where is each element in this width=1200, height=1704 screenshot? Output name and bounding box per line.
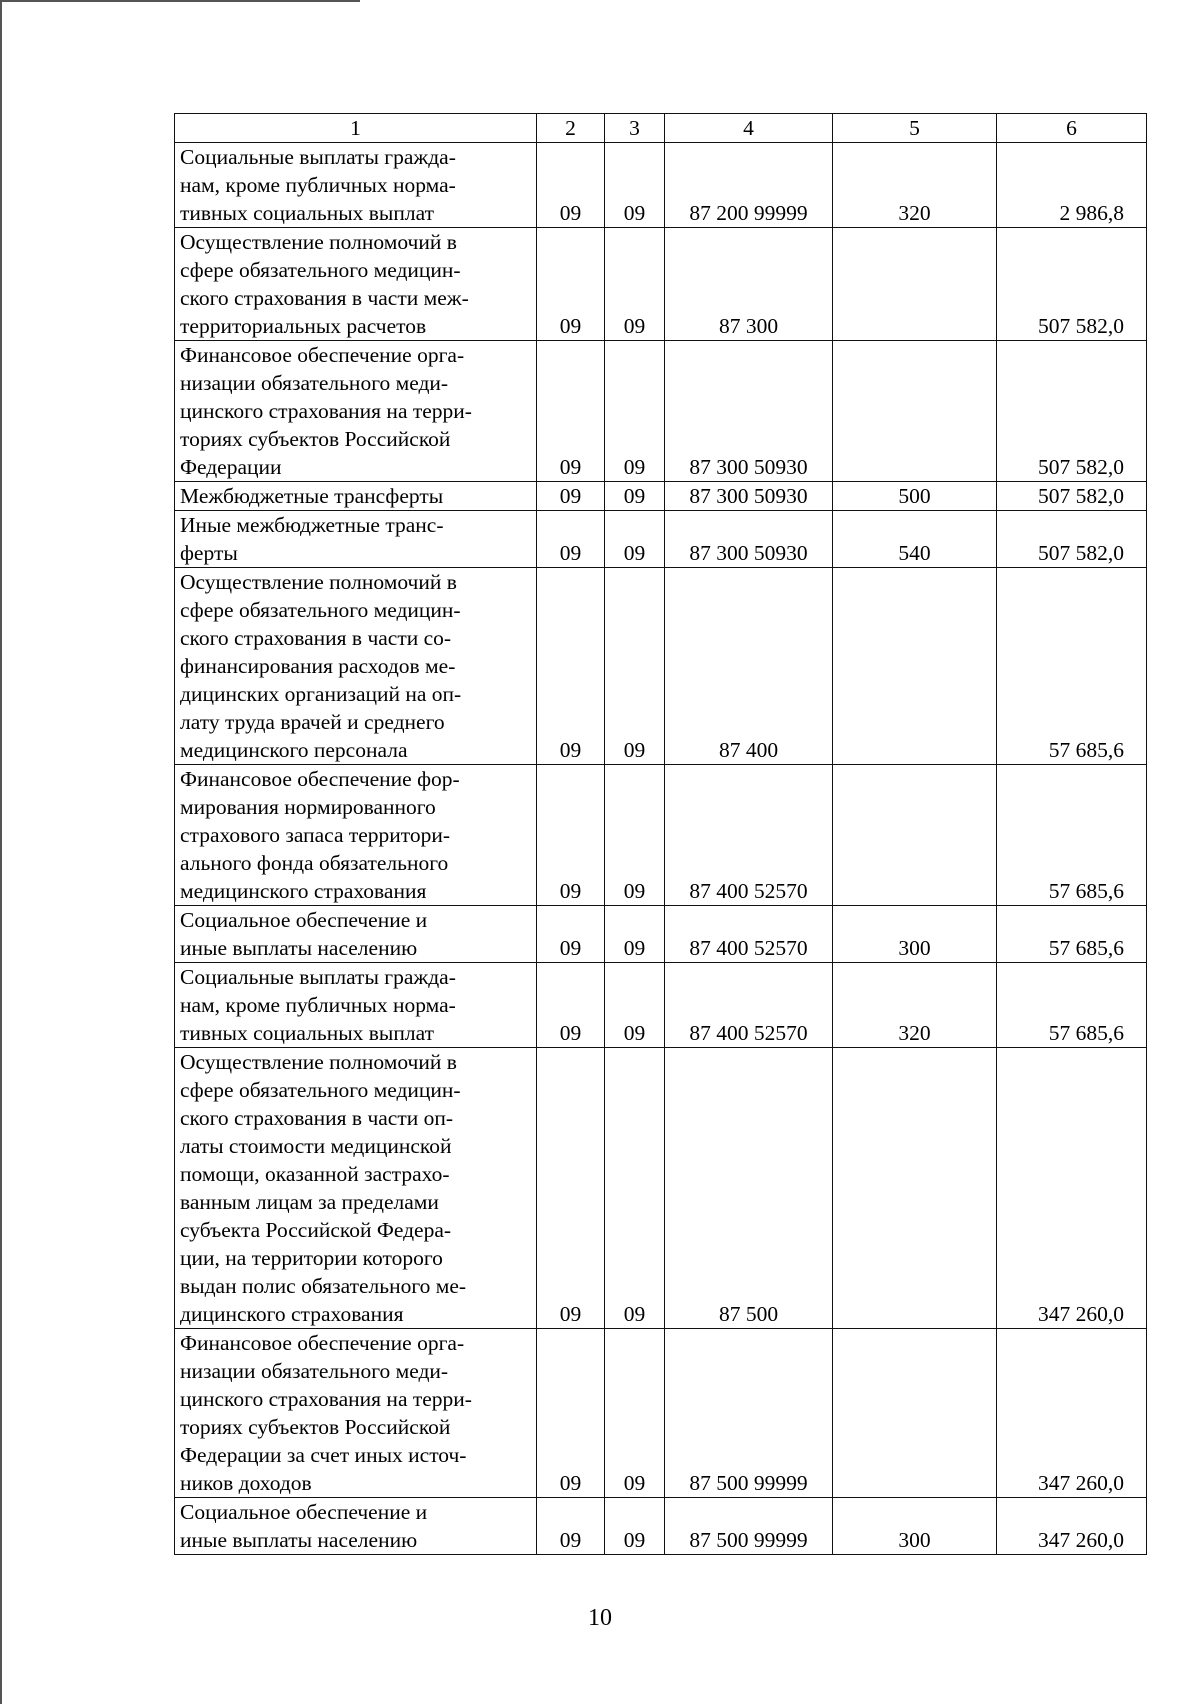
row-subsection: 09 [605, 1048, 665, 1329]
row-name [175, 568, 537, 765]
table-row [175, 963, 1147, 1048]
row-name-line: Федерации за счет иных источ- [180, 1443, 467, 1467]
row-name-line: Федерации [180, 455, 282, 479]
row-expense-type: 540 [833, 511, 997, 568]
row-section: 09 [537, 511, 605, 568]
row-name-line: медицинского персонала [180, 738, 408, 762]
row-name [175, 482, 537, 511]
row-expense-type [833, 1048, 997, 1329]
row-subsection: 09 [605, 511, 665, 568]
row-expense-type: 300 [833, 1498, 997, 1555]
row-section: 09 [537, 568, 605, 765]
row-name-line: ферты [180, 541, 238, 565]
row-name-line: Иные межбюджетные транс- [180, 513, 444, 537]
row-amount: 347 260,0 [997, 1498, 1147, 1555]
row-name [175, 1498, 537, 1555]
row-subsection: 09 [605, 765, 665, 906]
row-subsection: 09 [605, 341, 665, 482]
row-amount: 57 685,6 [997, 568, 1147, 765]
row-name-line: ального фонда обязательного [180, 851, 449, 875]
row-expense-type [833, 568, 997, 765]
table-body [175, 143, 1147, 1555]
row-amount: 347 260,0 [997, 1048, 1147, 1329]
row-name-line: низации обязательного меди- [180, 371, 449, 395]
row-name-line: Социальное обеспечение и [180, 908, 428, 932]
table-row [175, 906, 1147, 963]
row-name-line: ториях субъектов Российской [180, 427, 451, 451]
row-name-line: выдан полис обязательного ме- [180, 1274, 467, 1298]
row-amount: 57 685,6 [997, 963, 1147, 1048]
row-name-line: сфере обязательного медицин- [180, 258, 461, 282]
row-subsection: 09 [605, 1329, 665, 1498]
table-row [175, 228, 1147, 341]
row-name-line: низации обязательного меди- [180, 1359, 449, 1383]
row-section: 09 [537, 1048, 605, 1329]
row-section: 09 [537, 341, 605, 482]
row-target-article: 87 300 [665, 228, 833, 341]
table-row [175, 511, 1147, 568]
table-row [175, 1329, 1147, 1498]
row-name-line: территориальных расчетов [180, 314, 427, 338]
table-row [175, 765, 1147, 906]
budget-table [174, 113, 1147, 1555]
row-name-line: ского страхования в части меж- [180, 286, 469, 310]
row-target-article: 87 300 50930 [665, 482, 833, 511]
row-target-article: 87 500 99999 [665, 1329, 833, 1498]
header-col-3: 3 [605, 114, 665, 143]
row-name-line: субъекта Российской Федера- [180, 1218, 452, 1242]
row-section: 09 [537, 1498, 605, 1555]
row-target-article: 87 300 50930 [665, 341, 833, 482]
row-expense-type: 500 [833, 482, 997, 511]
table-row [175, 1048, 1147, 1329]
scan-edge-left [0, 0, 2, 1704]
row-name-line: Социальные выплаты гражда- [180, 145, 456, 169]
row-name-line: цинского страхования на терри- [180, 1387, 472, 1411]
row-amount: 2 986,8 [997, 143, 1147, 228]
row-name-line: сфере обязательного медицин- [180, 1078, 461, 1102]
row-name [175, 511, 537, 568]
row-target-article: 87 400 [665, 568, 833, 765]
table-row [175, 568, 1147, 765]
row-amount: 347 260,0 [997, 1329, 1147, 1498]
header-col-5: 5 [833, 114, 997, 143]
row-amount: 507 582,0 [997, 511, 1147, 568]
row-section: 09 [537, 143, 605, 228]
row-name [175, 228, 537, 341]
row-subsection: 09 [605, 568, 665, 765]
header-col-2: 2 [537, 114, 605, 143]
row-name-line: Осуществление полномочий в [180, 1050, 457, 1074]
row-name-line: Социальное обеспечение и [180, 1500, 428, 1524]
row-section: 09 [537, 906, 605, 963]
row-amount: 507 582,0 [997, 228, 1147, 341]
row-name [175, 341, 537, 482]
row-subsection: 09 [605, 906, 665, 963]
table-row [175, 482, 1147, 511]
table-row [175, 341, 1147, 482]
row-name-line: мирования нормированного [180, 795, 436, 819]
row-name-line: Межбюджетные трансферты [180, 484, 444, 508]
row-name-line: Осуществление полномочий в [180, 570, 457, 594]
row-name-line: цинского страхования на терри- [180, 399, 472, 423]
row-subsection: 09 [605, 143, 665, 228]
row-section: 09 [537, 963, 605, 1048]
row-name-line: тивных социальных выплат [180, 1021, 434, 1045]
row-name-line: нам, кроме публичных норма- [180, 173, 456, 197]
page-number: 10 [588, 1605, 612, 1631]
row-name-line: латы стоимости медицинской [180, 1134, 452, 1158]
row-section: 09 [537, 1329, 605, 1498]
row-target-article: 87 300 50930 [665, 511, 833, 568]
row-section: 09 [537, 765, 605, 906]
row-name-line: ского страхования в части оп- [180, 1106, 454, 1130]
row-section: 09 [537, 228, 605, 341]
row-subsection: 09 [605, 228, 665, 341]
table-header-row [175, 114, 1147, 143]
table-row [175, 1498, 1147, 1555]
row-name [175, 963, 537, 1048]
row-subsection: 09 [605, 1498, 665, 1555]
row-target-article: 87 400 52570 [665, 765, 833, 906]
row-name-line: финансирования расходов ме- [180, 654, 456, 678]
row-target-article: 87 400 52570 [665, 906, 833, 963]
header-col-4: 4 [665, 114, 833, 143]
row-name-line: страхового запаса территори- [180, 823, 451, 847]
row-section: 09 [537, 482, 605, 511]
row-expense-type [833, 228, 997, 341]
row-name [175, 1329, 537, 1498]
row-name-line: ванным лицам за пределами [180, 1190, 439, 1214]
row-amount: 57 685,6 [997, 765, 1147, 906]
table-row [175, 143, 1147, 228]
row-name-line: нам, кроме публичных норма- [180, 993, 456, 1017]
row-name [175, 765, 537, 906]
row-name-line: тивных социальных выплат [180, 201, 434, 225]
row-name-line: помощи, оказанной застрахо- [180, 1162, 450, 1186]
row-expense-type [833, 765, 997, 906]
row-subsection: 09 [605, 482, 665, 511]
row-amount: 507 582,0 [997, 482, 1147, 511]
row-name [175, 1048, 537, 1329]
row-name-line: медицинского страхования [180, 879, 427, 903]
row-name-line: ского страхования в части со- [180, 626, 452, 650]
row-name [175, 143, 537, 228]
row-target-article: 87 500 99999 [665, 1498, 833, 1555]
row-name-line: Финансовое обеспечение орга- [180, 1331, 465, 1355]
row-name-line: Финансовое обеспечение фор- [180, 767, 460, 791]
row-name-line: Финансовое обеспечение орга- [180, 343, 465, 367]
row-target-article: 87 500 [665, 1048, 833, 1329]
row-name [175, 906, 537, 963]
row-name-line: лату труда врачей и среднего [180, 710, 445, 734]
row-name-line: ториях субъектов Российской [180, 1415, 451, 1439]
row-amount: 57 685,6 [997, 906, 1147, 963]
row-subsection: 09 [605, 963, 665, 1048]
scan-edge-top [0, 0, 360, 2]
row-name-line: Социальные выплаты гражда- [180, 965, 456, 989]
row-amount: 507 582,0 [997, 341, 1147, 482]
row-expense-type: 320 [833, 143, 997, 228]
row-name-line: дицинского страхования [180, 1302, 404, 1326]
row-name-line: сфере обязательного медицин- [180, 598, 461, 622]
row-name-line: ников доходов [180, 1471, 312, 1495]
row-name-line: ции, на территории которого [180, 1246, 443, 1270]
row-name-line: иные выплаты населению [180, 936, 418, 960]
header-col-1: 1 [175, 114, 537, 143]
row-name-line: дицинских организаций на оп- [180, 682, 462, 706]
row-expense-type: 300 [833, 906, 997, 963]
row-target-article: 87 400 52570 [665, 963, 833, 1048]
header-col-6: 6 [997, 114, 1147, 143]
row-name-line: Осуществление полномочий в [180, 230, 457, 254]
row-expense-type [833, 341, 997, 482]
row-target-article: 87 200 99999 [665, 143, 833, 228]
row-expense-type [833, 1329, 997, 1498]
row-expense-type: 320 [833, 963, 997, 1048]
row-name-line: иные выплаты населению [180, 1528, 418, 1552]
